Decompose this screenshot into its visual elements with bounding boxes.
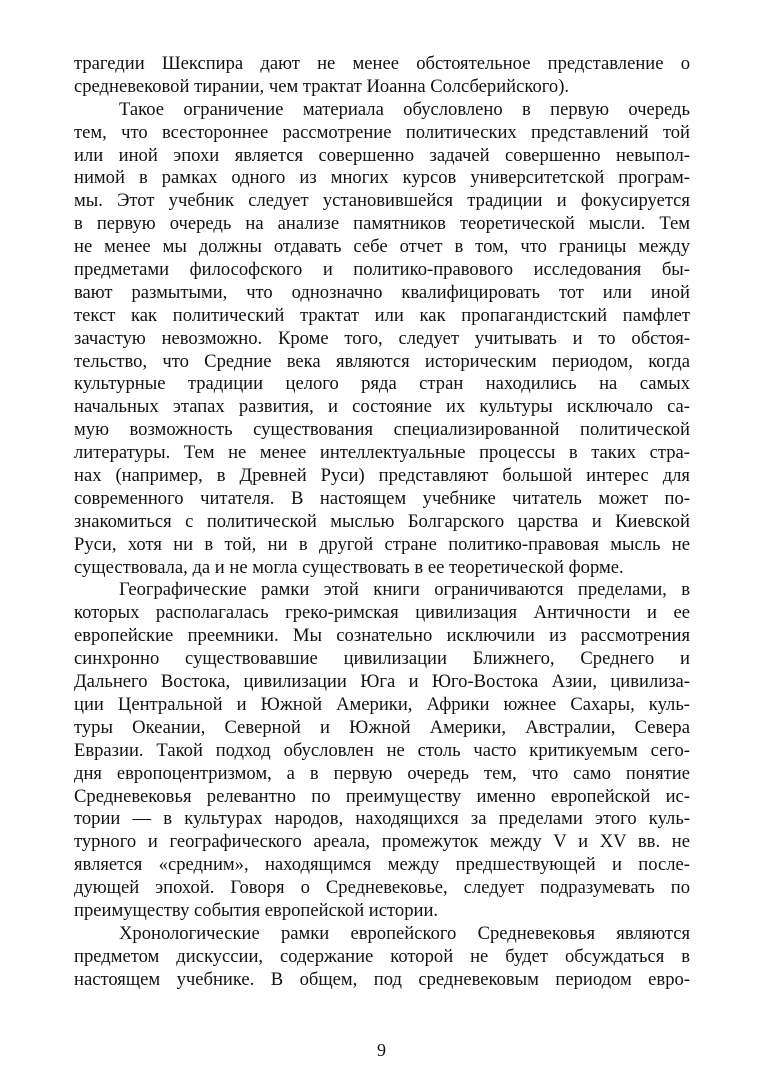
text-line: в первую очередь на анализе памятников теоретической мысли. Тем (74, 213, 690, 235)
text-line: литературы. Тем не менее интеллектуальные процессы в таких стра- (74, 442, 690, 464)
text-line: не менее мы должны отдавать себе отчет в том, что границы между (74, 236, 690, 258)
text-line: Такое ограничение материала обусловлено в первую очередь (119, 98, 690, 120)
text-line: синхронно существовавшие цивилизации Ближнего, Среднего и (74, 648, 690, 670)
text-line: ции Центральной и Южной Америки, Африки южнее Сахары, куль- (74, 693, 690, 715)
text-line: дующей эпохой. Говоря о Средневековье, следует подразумевать по (74, 877, 690, 899)
text-line: Евразии. Такой подход обусловлен не столь часто критикуемым сего- (74, 739, 690, 761)
text-line: настоящем учебнике. В общем, под средневековым периодом евро- (74, 968, 690, 990)
text-line: вают размытыми, что однозначно квалифицировать тот или иной (74, 281, 690, 303)
text-line: современного читателя. В настоящем учебнике читатель может по- (74, 487, 690, 509)
paragraph (74, 923, 690, 992)
text-line: предметом дискуссии, содержание которой не будет обсуждаться в (74, 945, 690, 967)
text-line: мую возможность существования специализированной политической (74, 419, 690, 441)
text-line: дня европоцентризмом, а в первую очередь тем, что само понятие (74, 762, 690, 784)
paragraph (74, 53, 690, 99)
paragraph (74, 99, 690, 580)
text-line: является «средним», находящимся между предшествующей и после- (74, 854, 690, 876)
text-line: предметами философского и политико-правового исследования бы- (74, 259, 690, 281)
text-line: культурные традиции целого ряда стран находились на самых (74, 373, 690, 395)
text-line: существовала, да и не могла существовать в ее теоретической форме. (74, 556, 624, 578)
text-line: Географические рамки этой книги ограничиваются пределами, в (119, 579, 690, 601)
text-line: турного и географического ареала, промежуток между V и XV вв. не (74, 831, 690, 853)
text-line: Средневековья релевантно по преимуществу именно европейской ис- (74, 785, 690, 807)
text-line: туры Океании, Северной и Южной Америки, Австралии, Севера (74, 716, 690, 738)
paragraph (74, 579, 690, 922)
text-line: зачастую невозможно. Кроме того, следует учитывать и то обстоя- (74, 327, 690, 349)
text-line: европейские преемники. Мы сознательно исключили из рассмотрения (74, 625, 690, 647)
text-line: которых располагалась греко-римская цивилизация Античности и ее (74, 602, 690, 624)
text-line: трагедии Шекспира дают не менее обстоятельное представление о (74, 53, 690, 74)
text-line: Дальнего Востока, цивилизации Юга и Юго-Востока Азии, цивилиза- (74, 671, 690, 693)
text-line: знакомиться с политической мыслью Болгарского царства и Киевской (74, 510, 690, 532)
text-line: Хронологические рамки европейского Средневековья являются (119, 922, 690, 944)
page-body (74, 53, 690, 992)
text-line: тельство, что Средние века являются историческим периодом, когда (74, 350, 690, 372)
text-line: нах (например, в Древней Руси) представляют большой интерес для (74, 465, 690, 487)
text-line: мы. Этот учебник следует установившейся традиции и фокусируется (74, 190, 690, 212)
text-line: Руси, хотя ни в той, ни в другой стране политико-правовая мысль не (74, 533, 690, 555)
text-line: тем, что всестороннее рассмотрение политических представлений той (74, 121, 690, 143)
page-number: 9 (377, 1040, 386, 1060)
text-line: средневековой тирании, чем трактат Иоанна Солсберийского). (74, 75, 570, 97)
text-line: нимой в рамках одного из многих курсов университетской програм- (74, 167, 690, 189)
text-line: начальных этапах развития, и состояние их культуры исключало са- (74, 396, 690, 418)
text-line: текст как политический трактат или как пропагандистский памфлет (74, 304, 690, 326)
text-line: или иной эпохи является совершенно задачей совершенно невыпол- (74, 144, 690, 166)
text-line: преимуществу события европейской истории. (74, 899, 439, 921)
text-column (74, 53, 690, 992)
text-line: тории — в культурах народов, находящихся за пределами этого куль- (74, 808, 690, 830)
